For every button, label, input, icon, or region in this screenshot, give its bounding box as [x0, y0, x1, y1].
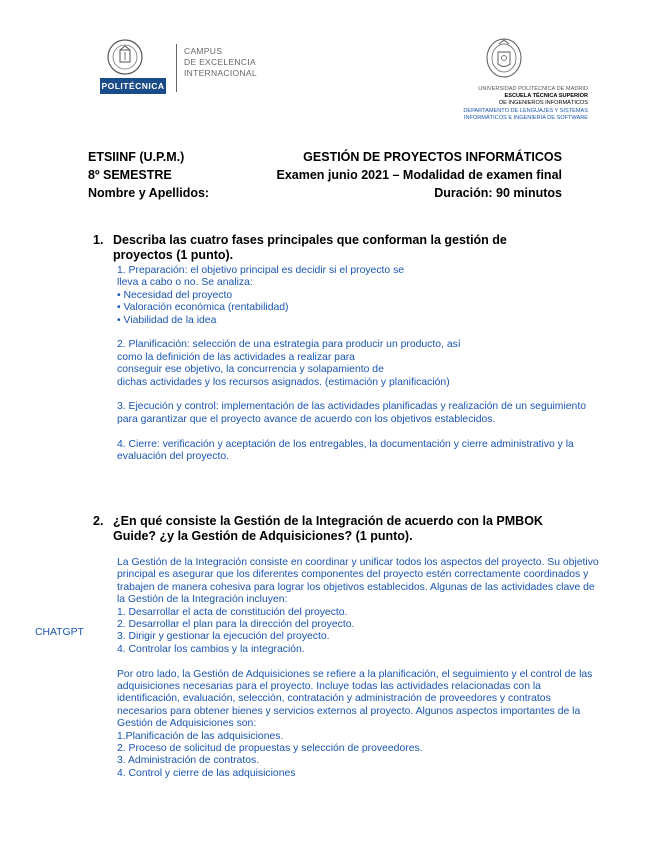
answer-line: identificación, evaluación, selección, contratación y administración de proveedores y contratos — [117, 693, 551, 705]
upm-banner: POLITÉCNICA — [100, 78, 166, 94]
answer-paragraph — [117, 439, 577, 464]
exam-session: Examen junio 2021 – Modalidad de examen final — [276, 168, 562, 182]
question-text-line: Describa las cuatro fases principales que conforman la gestión de — [113, 233, 507, 247]
upm-seal-logo — [105, 38, 145, 76]
semester-label: 8º SEMESTRE — [88, 168, 172, 182]
answer-line: 4. Control y cierre de las adquisiciones — [117, 767, 296, 779]
answer-line: 3. Ejecución y control: implementación de las actividades planificadas y realización de un seguimiento — [117, 401, 586, 413]
answer-line: la Gestión de la Integración incluyen: — [117, 594, 288, 606]
exam-header-left — [88, 148, 209, 202]
answer-line: 2. Planificación: selección de una estrategia para producir un producto, así — [117, 339, 461, 351]
answer-paragraph — [117, 669, 639, 781]
etsi-line-4: DEPARTAMENTO DE LENGUAJES Y SISTEMAS — [463, 107, 588, 114]
campus-line-1: CAMPUS — [184, 46, 223, 56]
answer-line: 2. Proceso de solicitud de propuestas y selección de proveedores. — [117, 743, 423, 755]
etsi-line-5: INFORMÁTICOS E INGENIERÍA DE SOFTWARE — [463, 114, 588, 121]
answer-line: 3. Administración de contratos. — [117, 755, 260, 767]
answer-line: Gestión de Adquisiciones son: — [117, 718, 257, 730]
answer-paragraph — [117, 265, 577, 327]
exam-duration: Duración: 90 minutos — [434, 186, 562, 200]
answer-line: • Viabilidad de la idea — [117, 314, 217, 326]
etsi-line-1: UNIVERSIDAD POLITÉCNICA DE MADRID — [478, 86, 588, 92]
course-title: GESTIÓN DE PROYECTOS INFORMÁTICOS — [303, 150, 562, 164]
question-1 — [93, 233, 563, 263]
campus-line-2: DE EXCELENCIA — [184, 57, 256, 67]
campus-line-3: INTERNACIONAL — [184, 68, 257, 78]
answer-line: principal es asegurar que los diferentes componentes del proyecto estén correctamente coordinados y — [117, 569, 589, 581]
answer-line: conseguir ese objetivo, la concurrencia y solapamiento de — [117, 364, 384, 376]
etsi-line-3: DE INGENIEROS INFORMÁTICOS — [499, 100, 588, 107]
answer-line: • Necesidad del proyecto — [117, 289, 233, 301]
answer-line: lleva a cabo o no. Se analiza: — [117, 277, 253, 289]
question-text-line: Guide? ¿y la Gestión de Adquisiciones? (1 punto). — [113, 529, 413, 543]
question-number: 1. — [93, 233, 104, 247]
logo-divider — [176, 44, 177, 92]
answer-line: 2. Desarrollar el plan para la dirección del proyecto. — [117, 619, 355, 631]
answer-paragraph — [117, 401, 586, 426]
answer-line: 1.Planificación de las adquisiciones. — [117, 730, 284, 742]
answer-1 — [117, 265, 586, 476]
answer-line: evaluación del proyecto. — [117, 451, 230, 463]
answer-line: adquisiciones necesarias para el proyecto. Incluye todas las actividades relacionadas con la — [117, 681, 541, 693]
chatgpt-side-note: CHATGPT — [35, 627, 84, 638]
answer-line: • Valoración económica (rentabilidad) — [117, 302, 289, 314]
answer-line: La Gestión de la Integración consiste en coordinar y unificar todos los aspectos del proyecto. Su objetivo — [117, 557, 599, 568]
answer-paragraph — [117, 339, 577, 389]
question-text-line: ¿En qué consiste la Gestión de la Integración de acuerdo con la PMBOK — [113, 514, 543, 528]
etsi-line-2: ESCUELA TÉCNICA SUPERIOR — [504, 93, 588, 100]
answer-line: como la definición de las actividades a realizar para — [117, 351, 355, 363]
question-number: 2. — [93, 514, 104, 528]
answer-line: Por otro lado, la Gestión de Adquisiciones se refiere a la planificación, el seguimiento y el control de las — [117, 668, 593, 680]
answer-line: dichas actividades y los recursos asignados. (estimación y planificación) — [117, 376, 450, 388]
answer-line: para garantizar que el proyecto avance de acuerdo con los objetivos establecidos. — [117, 413, 496, 425]
etsi-seal-logo — [484, 36, 524, 80]
answer-line: 4. Cierre: verificación y aceptación de los entregables, la documentación y cierre administrativo y la — [117, 438, 574, 450]
answer-line: necesarios para obtener bienes y servicios externos al proyecto. Algunos aspectos importantes de la — [117, 705, 581, 717]
exam-header-right — [250, 148, 562, 202]
school-label: ETSIINF (U.P.M.) — [88, 150, 185, 164]
answer-line: 1. Desarrollar el acta de constitución del proyecto. — [117, 606, 348, 618]
answer-2 — [117, 557, 639, 793]
answer-line: trabajen de manera cohesiva para lograr los objetivos establecidos. Algunas de las actividades clave de — [117, 581, 595, 593]
answer-paragraph — [117, 557, 639, 656]
answer-line: 3. Dirigir y gestionar la ejecución del proyecto. — [117, 631, 330, 643]
name-label: Nombre y Apellidos: — [88, 186, 210, 200]
question-text-line: proyectos (1 punto). — [113, 248, 234, 262]
answer-line: 4. Controlar los cambios y la integración. — [117, 643, 305, 655]
answer-line: 1. Preparación: el objetivo principal es decidir si el proyecto se — [117, 265, 405, 276]
campus-excelencia-text — [184, 46, 257, 79]
question-2 — [93, 514, 563, 544]
etsi-institution-text — [420, 86, 588, 122]
